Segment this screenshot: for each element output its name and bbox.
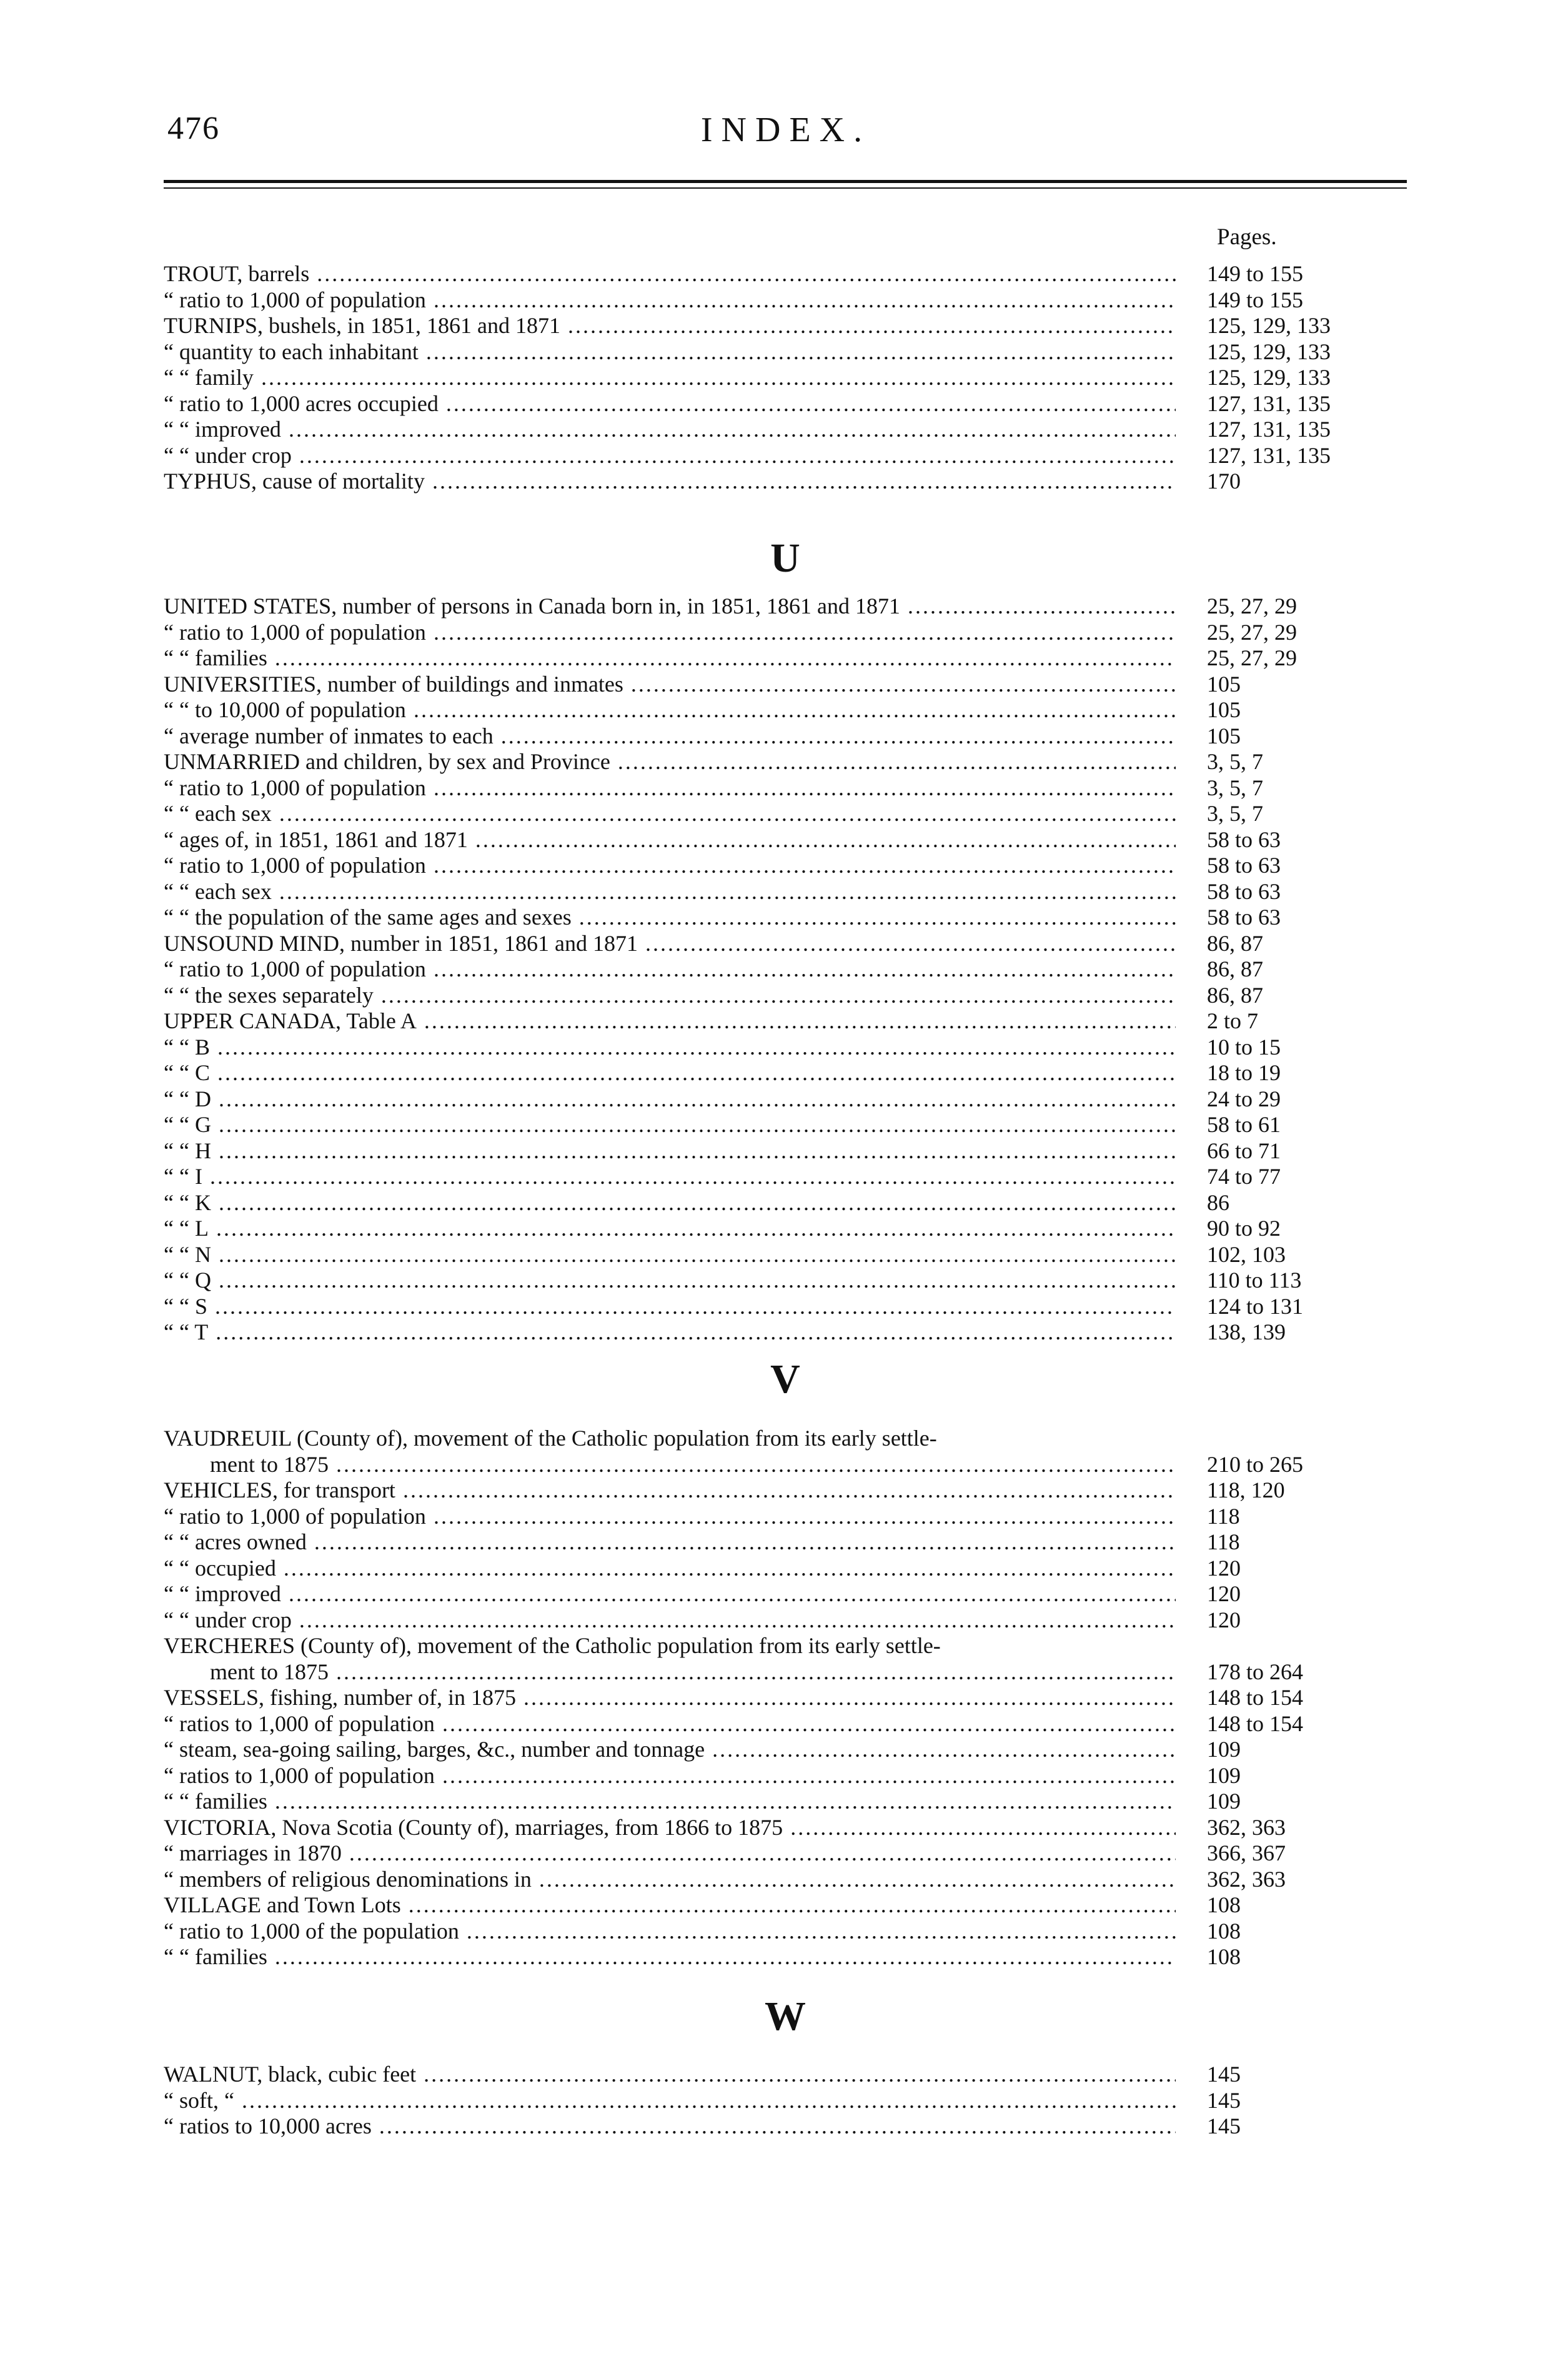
index-entry-pages: 120 bbox=[1207, 1607, 1241, 1632]
header-rule-thin bbox=[164, 187, 1407, 189]
index-entry-pages: 124 to 131 bbox=[1207, 1293, 1304, 1319]
index-entry-label: “ “ under crop ..... bbox=[164, 443, 1176, 469]
index-entry-label: “ ratio to 1,000 of the population ..... bbox=[164, 1919, 1176, 1945]
index-entry bbox=[164, 879, 1407, 905]
index-entry-pages: 125, 129, 133 bbox=[1207, 313, 1331, 338]
index-entry bbox=[164, 801, 1407, 827]
index-entry bbox=[164, 2088, 1407, 2114]
index-entry bbox=[164, 1190, 1407, 1216]
index-entry-pages: 118 bbox=[1207, 1529, 1240, 1554]
index-entry bbox=[164, 1216, 1407, 1242]
index-entry-label: VESSELS, fishing, number of, in 1875 ..... bbox=[164, 1685, 1176, 1711]
index-entry-label: “ “ family ..... bbox=[164, 365, 1176, 391]
index-entry bbox=[164, 2062, 1407, 2088]
page-header bbox=[167, 110, 1404, 154]
index-entry bbox=[164, 853, 1407, 879]
index-entry-label: VEHICLES, for transport ..... bbox=[164, 1477, 1176, 1504]
index-entry bbox=[164, 1815, 1407, 1841]
index-entry bbox=[164, 417, 1407, 443]
index-entry-label: “ ages of, in 1851, 1861 and 1871 ..... bbox=[164, 827, 1176, 853]
index-entry-label: “ “ acres owned ..... bbox=[164, 1529, 1176, 1556]
index-entry bbox=[164, 391, 1407, 417]
index-entry-pages: 138, 139 bbox=[1207, 1319, 1286, 1344]
index-entry-pages: 24 to 29 bbox=[1207, 1086, 1281, 1111]
index-entry bbox=[164, 1659, 1407, 1686]
index-entry-label: “ marriages in 1870 ..... bbox=[164, 1840, 1176, 1867]
index-entry-pages: 127, 131, 135 bbox=[1207, 417, 1331, 442]
index-entry-label: UNITED STATES, number of persons in Canada born in, in 1851, 1861 and 1871 ..... bbox=[164, 593, 1176, 620]
index-entry-label: ment to 1875 ..... bbox=[164, 1452, 1176, 1478]
index-entry-label: “ members of religious denominations in ..... bbox=[164, 1867, 1176, 1893]
index-entry-label: UPPER CANADA, Table A ..... bbox=[164, 1008, 1176, 1035]
index-entry bbox=[164, 672, 1407, 698]
index-entry-label: VERCHERES (County of), movement of the Catholic population from its early settle- bbox=[164, 1633, 941, 1658]
index-entry bbox=[164, 1268, 1407, 1294]
index-entry-label: VICTORIA, Nova Scotia (County of), marriages, from 1866 to 1875 ..... bbox=[164, 1815, 1176, 1841]
index-entry bbox=[164, 1763, 1407, 1789]
index-entry-pages: 125, 129, 133 bbox=[1207, 339, 1331, 364]
index-entry bbox=[164, 1008, 1407, 1035]
index-entry-pages: 127, 131, 135 bbox=[1207, 442, 1331, 468]
index-entry-pages: 109 bbox=[1207, 1762, 1241, 1788]
index-entry-label: “ “ H ..... bbox=[164, 1138, 1176, 1165]
index-entry-label: “ “ improved ..... bbox=[164, 417, 1176, 443]
index-entry bbox=[164, 593, 1407, 620]
index-entry-pages: 362, 363 bbox=[1207, 1814, 1286, 1840]
index-entry-pages: 127, 131, 135 bbox=[1207, 390, 1331, 416]
index-entry bbox=[164, 1242, 1407, 1268]
index-entry bbox=[164, 1789, 1407, 1815]
index-entry bbox=[164, 697, 1407, 723]
index-entry bbox=[164, 365, 1407, 391]
index-entry-pages: 25, 27, 29 bbox=[1207, 619, 1297, 645]
index-entry-label: “ ratio to 1,000 of population ..... bbox=[164, 287, 1176, 314]
index-entry bbox=[164, 1426, 1407, 1452]
index-entry-label: UNIVERSITIES, number of buildings and inmates ..... bbox=[164, 672, 1176, 698]
index-entry bbox=[164, 469, 1407, 495]
index-entry-pages: 125, 129, 133 bbox=[1207, 365, 1331, 390]
index-entry bbox=[164, 261, 1407, 287]
index-entry-label: WALNUT, black, cubic feet ..... bbox=[164, 2062, 1176, 2088]
index-entry-label: TURNIPS, bushels, in 1851, 1861 and 1871 ..... bbox=[164, 313, 1176, 339]
index-section-v bbox=[164, 1426, 1407, 1970]
index-entry bbox=[164, 1060, 1407, 1086]
index-entry-label: “ “ G ..... bbox=[164, 1112, 1176, 1138]
index-entry-label: “ “ improved ..... bbox=[164, 1581, 1176, 1607]
index-entry-pages: 2 to 7 bbox=[1207, 1008, 1259, 1033]
index-entry bbox=[164, 983, 1407, 1009]
header-rule-thick bbox=[164, 180, 1407, 183]
index-entry bbox=[164, 956, 1407, 983]
index-entry-label: “ ratio to 1,000 of population ..... bbox=[164, 1504, 1176, 1530]
index-entry bbox=[164, 1607, 1407, 1634]
index-entry bbox=[164, 1138, 1407, 1165]
index-entry bbox=[164, 1711, 1407, 1737]
index-entry-pages: 108 bbox=[1207, 1918, 1241, 1944]
index-entry-label: “ ratio to 1,000 acres occupied ..... bbox=[164, 391, 1176, 417]
index-entry-label: “ “ K ..... bbox=[164, 1190, 1176, 1216]
index-entry-label: “ ratio to 1,000 of population ..... bbox=[164, 620, 1176, 646]
pages-column-heading: Pages. bbox=[1217, 224, 1277, 250]
index-entry bbox=[164, 1452, 1407, 1478]
index-entry-label: “ “ the sexes separately ..... bbox=[164, 983, 1176, 1009]
index-entry-pages: 58 to 63 bbox=[1207, 853, 1281, 878]
index-entry bbox=[164, 1581, 1407, 1607]
index-entry-pages: 108 bbox=[1207, 1892, 1241, 1917]
index-entry bbox=[164, 827, 1407, 853]
index-entry bbox=[164, 1164, 1407, 1190]
index-entry-pages: 148 to 154 bbox=[1207, 1711, 1304, 1736]
index-entry-pages: 58 to 63 bbox=[1207, 878, 1281, 904]
index-entry-pages: 149 to 155 bbox=[1207, 287, 1304, 312]
index-entry-pages: 3, 5, 7 bbox=[1207, 749, 1263, 774]
index-entry-pages: 25, 27, 29 bbox=[1207, 593, 1297, 618]
page-number: 476 bbox=[167, 111, 220, 146]
index-entry-label: “ “ L ..... bbox=[164, 1216, 1176, 1242]
index-entry-label: TROUT, barrels ..... bbox=[164, 261, 1176, 287]
index-entry-pages: 74 to 77 bbox=[1207, 1164, 1281, 1189]
index-entry bbox=[164, 313, 1407, 339]
index-entry bbox=[164, 1685, 1407, 1711]
index-entry-label: “ “ N ..... bbox=[164, 1242, 1176, 1268]
index-entry-pages: 145 bbox=[1207, 2113, 1241, 2138]
index-entry bbox=[164, 1319, 1407, 1346]
section-heading-u: U bbox=[770, 535, 800, 581]
section-heading-v: V bbox=[770, 1356, 800, 1402]
index-entry bbox=[164, 1035, 1407, 1061]
index-entry-label: “ “ each sex ..... bbox=[164, 879, 1176, 905]
index-entry-label: “ quantity to each inhabitant ..... bbox=[164, 339, 1176, 365]
index-entry bbox=[164, 1840, 1407, 1867]
index-entry-pages: 366, 367 bbox=[1207, 1840, 1286, 1865]
index-entry-pages: 10 to 15 bbox=[1207, 1034, 1281, 1060]
index-entry-label: VAUDREUIL (County of), movement of the Catholic population from its early settle- bbox=[164, 1426, 937, 1451]
index-entry bbox=[164, 749, 1407, 775]
index-entry-label: “ “ each sex ..... bbox=[164, 801, 1176, 827]
index-entry-pages: 3, 5, 7 bbox=[1207, 775, 1263, 800]
index-entry-label: “ ratio to 1,000 of population ..... bbox=[164, 956, 1176, 983]
index-entry-pages: 145 bbox=[1207, 2087, 1241, 2113]
index-entry-pages: 58 to 63 bbox=[1207, 827, 1281, 852]
index-entry-label: “ ratios to 1,000 of population ..... bbox=[164, 1763, 1176, 1789]
index-entry-pages: 210 to 265 bbox=[1207, 1451, 1304, 1477]
index-entry-pages: 170 bbox=[1207, 469, 1241, 494]
index-entry-label: “ “ B ..... bbox=[164, 1035, 1176, 1061]
index-entry-pages: 149 to 155 bbox=[1207, 261, 1304, 286]
index-entry-pages: 105 bbox=[1207, 697, 1241, 722]
index-entry bbox=[164, 1086, 1407, 1113]
index-section-t bbox=[164, 261, 1407, 495]
index-entry-label: “ steam, sea-going sailing, barges, &c., number and tonnage ..... bbox=[164, 1737, 1176, 1763]
index-entry-pages: 120 bbox=[1207, 1581, 1241, 1606]
index-entry-pages: 18 to 19 bbox=[1207, 1060, 1281, 1085]
index-entry-label: “ “ I ..... bbox=[164, 1164, 1176, 1190]
index-entry bbox=[164, 931, 1407, 957]
index-entry-label: UNSOUND MIND, number in 1851, 1861 and 1871 ..... bbox=[164, 931, 1176, 957]
index-entry-pages: 102, 103 bbox=[1207, 1241, 1286, 1267]
index-entry-pages: 118 bbox=[1207, 1503, 1240, 1529]
index-entry bbox=[164, 287, 1407, 314]
index-entry bbox=[164, 1294, 1407, 1320]
section-heading-w: W bbox=[765, 1994, 806, 2039]
index-entry bbox=[164, 1919, 1407, 1945]
index-entry-pages: 145 bbox=[1207, 2062, 1241, 2087]
index-entry-label: “ “ occupied ..... bbox=[164, 1556, 1176, 1582]
index-entry-pages: 109 bbox=[1207, 1737, 1241, 1762]
page-title: INDEX. bbox=[700, 111, 871, 149]
index-entry bbox=[164, 1944, 1407, 1970]
index-entry bbox=[164, 645, 1407, 672]
index-section-w bbox=[164, 2062, 1407, 2140]
index-entry-label: “ ratios to 10,000 acres ..... bbox=[164, 2113, 1176, 2140]
index-entry-pages: 58 to 61 bbox=[1207, 1112, 1281, 1137]
index-entry-label: “ “ families ..... bbox=[164, 645, 1176, 672]
index-entry bbox=[164, 1892, 1407, 1919]
index-entry-pages: 109 bbox=[1207, 1789, 1241, 1814]
index-entry bbox=[164, 1556, 1407, 1582]
index-entry-label: “ soft, “ ..... bbox=[164, 2088, 1176, 2114]
index-entry-pages: 362, 363 bbox=[1207, 1866, 1286, 1892]
index-entry-pages: 86, 87 bbox=[1207, 982, 1263, 1008]
index-entry bbox=[164, 620, 1407, 646]
index-entry-pages: 105 bbox=[1207, 723, 1241, 748]
index-entry-pages: 105 bbox=[1207, 671, 1241, 697]
index-entry bbox=[164, 1504, 1407, 1530]
index-entry bbox=[164, 2113, 1407, 2140]
index-entry-label: “ “ the population of the same ages and sexes ..... bbox=[164, 905, 1176, 931]
index-entry-pages: 148 to 154 bbox=[1207, 1685, 1304, 1710]
index-entry-label: “ “ families ..... bbox=[164, 1944, 1176, 1970]
index-entry-pages: 108 bbox=[1207, 1944, 1241, 1969]
index-entry bbox=[164, 1633, 1407, 1659]
index-entry-label: VILLAGE and Town Lots ..... bbox=[164, 1892, 1176, 1919]
index-entry bbox=[164, 1529, 1407, 1556]
index-entry bbox=[164, 905, 1407, 931]
index-entry-label: TYPHUS, cause of mortality ..... bbox=[164, 469, 1176, 495]
index-entry-label: “ ratio to 1,000 of population ..... bbox=[164, 775, 1176, 802]
index-entry-pages: 86, 87 bbox=[1207, 956, 1263, 981]
index-entry-pages: 25, 27, 29 bbox=[1207, 645, 1297, 670]
index-entry-pages: 58 to 63 bbox=[1207, 905, 1281, 930]
index-entry bbox=[164, 443, 1407, 469]
index-entry bbox=[164, 723, 1407, 750]
index-entry bbox=[164, 1737, 1407, 1763]
index-entry-pages: 86, 87 bbox=[1207, 930, 1263, 956]
index-entry-pages: 90 to 92 bbox=[1207, 1216, 1281, 1241]
index-section-u bbox=[164, 593, 1407, 1346]
index-entry-label: “ “ Q ..... bbox=[164, 1268, 1176, 1294]
index-entry-pages: 118, 120 bbox=[1207, 1477, 1285, 1502]
index-entry-label: “ “ D ..... bbox=[164, 1086, 1176, 1113]
index-entry-label: “ “ to 10,000 of population ..... bbox=[164, 697, 1176, 723]
index-entry-label: “ “ under crop ..... bbox=[164, 1607, 1176, 1634]
index-entry-label: ment to 1875 ..... bbox=[164, 1659, 1176, 1686]
index-entry-label: UNMARRIED and children, by sex and Province ..... bbox=[164, 749, 1176, 775]
index-entry-label: “ average number of inmates to each ..... bbox=[164, 723, 1176, 750]
index-entry bbox=[164, 1867, 1407, 1893]
index-entry bbox=[164, 775, 1407, 802]
index-entry-label: “ “ families ..... bbox=[164, 1789, 1176, 1815]
index-entry-label: “ “ S ..... bbox=[164, 1294, 1176, 1320]
index-entry bbox=[164, 339, 1407, 365]
index-entry-pages: 120 bbox=[1207, 1555, 1241, 1581]
index-entry-pages: 3, 5, 7 bbox=[1207, 801, 1263, 826]
index-entry bbox=[164, 1112, 1407, 1138]
index-entry-pages: 178 to 264 bbox=[1207, 1659, 1304, 1684]
index-entry bbox=[164, 1477, 1407, 1504]
index-entry-pages: 86 bbox=[1207, 1189, 1229, 1215]
index-entry-label: “ ratios to 1,000 of population ..... bbox=[164, 1711, 1176, 1737]
index-entry-pages: 66 to 71 bbox=[1207, 1138, 1281, 1163]
index-entry-pages: 110 to 113 bbox=[1207, 1268, 1302, 1293]
index-entry-label: “ “ T ..... bbox=[164, 1319, 1176, 1346]
index-entry-label: “ ratio to 1,000 of population ..... bbox=[164, 853, 1176, 879]
index-entry-label: “ “ C ..... bbox=[164, 1060, 1176, 1086]
